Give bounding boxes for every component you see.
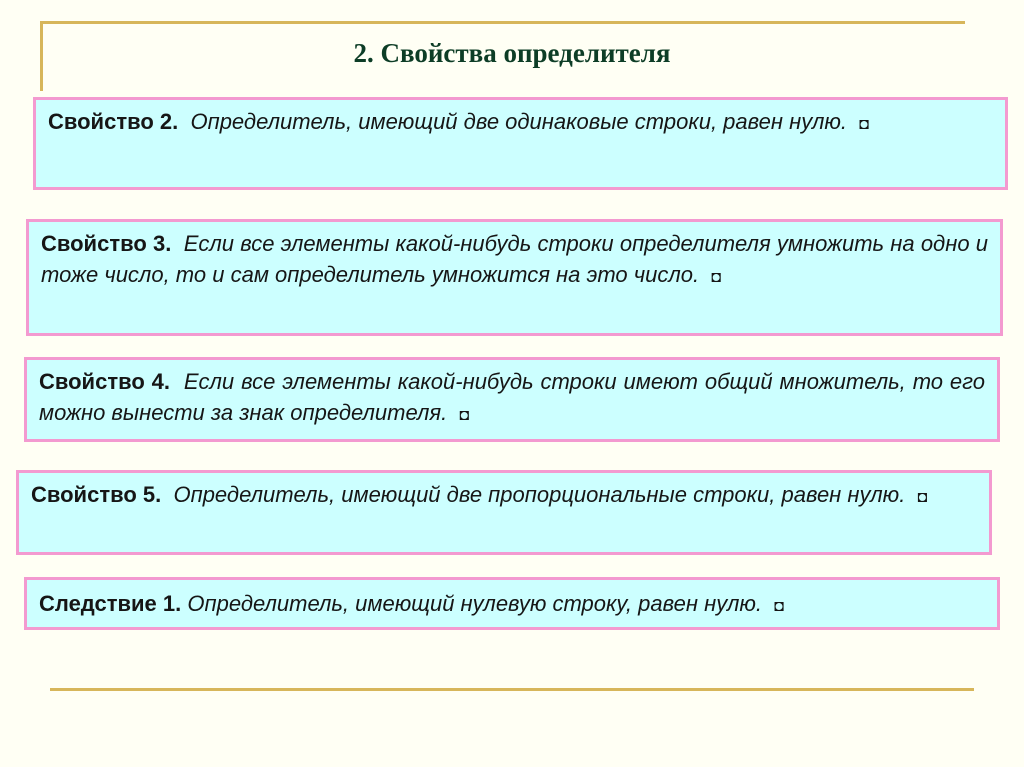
- property-2-card: [33, 97, 1008, 190]
- property-5-text: Определитель, имеющий две пропорциональные строки, равен нулю.: [173, 482, 906, 507]
- property-4-card: [24, 357, 1000, 442]
- end-mark-icon: ◘: [774, 598, 784, 615]
- corollary-1-card: [24, 577, 1000, 630]
- frame-top-line: [40, 21, 965, 24]
- end-mark-icon: ◘: [459, 407, 470, 424]
- property-5-head: Свойство 5.: [31, 482, 162, 507]
- frame-bottom-line: [50, 688, 974, 691]
- property-5-card: [16, 470, 992, 555]
- property-3-card: [26, 219, 1003, 336]
- property-3-head: Свойство 3.: [41, 231, 172, 256]
- end-mark-icon: ◘: [711, 269, 721, 286]
- end-mark-icon: ◘: [917, 489, 928, 506]
- property-4-text: Если все элементы какой-нибудь строки имеют общий множитель, то его можно вынести за знак определителя.: [39, 369, 985, 425]
- corollary-1-text: Определитель, имеющий нулевую строку, равен нулю.: [187, 591, 763, 616]
- property-2-text: Определитель, имеющий две одинаковые строки, равен нулю.: [190, 109, 848, 134]
- corollary-1-head: Следствие 1.: [39, 591, 182, 616]
- end-mark-icon: ◘: [859, 116, 869, 133]
- property-3-text: Если все элементы какой-нибудь строки определителя умножить на одно и тоже число, то и сам определитель умножится на это число.: [41, 231, 988, 287]
- property-2-head: Свойство 2.: [48, 109, 179, 134]
- slide-title: 2. Свойства определителя: [353, 38, 671, 68]
- property-4-head: Свойство 4.: [39, 369, 171, 394]
